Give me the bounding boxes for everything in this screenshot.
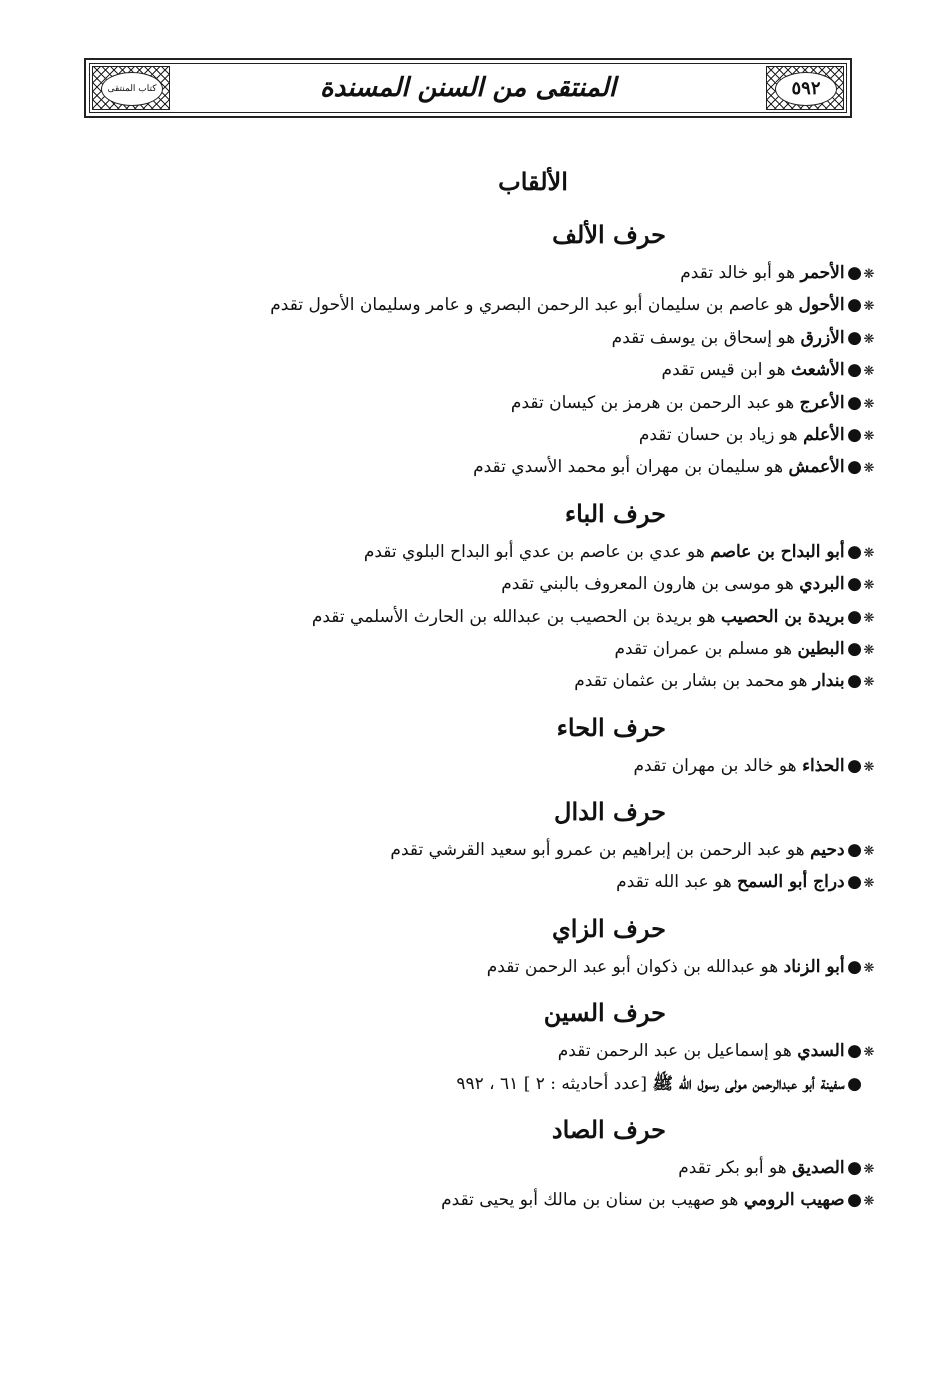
entry-row <box>220 419 876 451</box>
asterisk-icon: ❋ <box>863 1194 875 1210</box>
entry-text: هو مسلم بن عمران تقدم <box>614 638 793 659</box>
entry-row <box>220 1184 876 1216</box>
entry-row <box>220 750 876 782</box>
entry-name: الأشعث <box>791 360 845 381</box>
asterisk-icon: ❋ <box>863 331 875 347</box>
bullet-icon: ● <box>847 606 862 627</box>
entry-text: هو محمد بن بشار بن عثمان تقدم <box>574 671 808 692</box>
asterisk-icon: ❋ <box>863 610 875 626</box>
entry-name: الأعلم <box>803 424 845 445</box>
bullet-icon: ● <box>847 424 862 445</box>
entry-text: هو أبو خالد تقدم <box>680 263 796 283</box>
entry-row <box>220 451 876 483</box>
section-title: حرف الألف <box>552 220 666 249</box>
entry-name: بريدة بن الحصيب <box>720 606 845 627</box>
entry-row <box>220 257 876 289</box>
section-title: حرف الباء <box>564 498 666 528</box>
bullet-icon: ● <box>847 956 862 977</box>
asterisk-icon: ❋ <box>863 299 875 315</box>
entry-row <box>220 354 876 386</box>
entry-row <box>220 536 876 568</box>
bullet-icon: ● <box>847 263 862 283</box>
page-number: ٥٩٢ <box>775 72 837 106</box>
entry-text: هو صهيب بن سنان بن مالك أبو يحيى تقدم <box>441 1190 739 1211</box>
entry-name: الأحمر <box>800 263 845 283</box>
asterisk-icon: ❋ <box>863 759 875 775</box>
running-title: المنتقى من السنن المسندة <box>319 73 617 103</box>
bullet-icon: ● <box>847 1190 862 1211</box>
section-gap <box>220 1100 876 1108</box>
entry-text: [عدد أحاديثه : ٢ ] ٦١ ، ٩٩٢ <box>456 1073 648 1094</box>
entry-row <box>220 866 876 898</box>
entry-text: هو عبدالله بن ذكوان أبو عبد الرحمن تقدم <box>486 956 779 977</box>
entry-name: دراج أبو السمح <box>737 872 845 893</box>
section-title: حرف الحاء <box>556 712 666 742</box>
section-title: حرف الصاد <box>551 1115 666 1145</box>
page-body <box>220 165 876 1217</box>
bullet-icon: ● <box>847 1158 862 1179</box>
entry-name: الأزرق <box>800 327 845 348</box>
entry-row <box>220 387 876 419</box>
page-header <box>84 58 852 118</box>
bullet-icon: ● <box>847 1073 862 1094</box>
entry-text: هو موسى بن هارون المعروف بالبني تقدم <box>501 574 794 595</box>
header-ornament-right <box>766 66 844 110</box>
entry-text: هو أبو بكر تقدم <box>678 1158 787 1179</box>
entry-row <box>220 1035 876 1067</box>
entry-name: أبو البداح بن عاصم <box>710 541 845 562</box>
bullet-icon: ● <box>847 327 862 348</box>
entry-name: البطين <box>797 638 845 659</box>
asterisk-icon: ❋ <box>863 876 875 892</box>
asterisk-icon: ❋ <box>863 267 875 282</box>
entry-row <box>220 834 876 866</box>
entry-name: الأعمش <box>788 457 845 478</box>
asterisk-icon: ❋ <box>863 578 875 594</box>
entry-name: الأحول <box>798 295 845 316</box>
entry-row <box>220 633 876 665</box>
asterisk-icon: ❋ <box>863 396 875 412</box>
asterisk-icon: ❋ <box>863 844 875 860</box>
bullet-icon: ● <box>847 638 862 659</box>
bullet-icon: ● <box>847 541 862 562</box>
book-seal: كتاب المنتقى <box>101 72 163 106</box>
bullet-icon: ● <box>847 574 862 595</box>
entry-text: هو بريدة بن الحصيب بن عبدالله بن الحارث الأسلمي تقدم <box>311 606 716 627</box>
bullet-icon: ● <box>847 671 862 692</box>
bullet-icon: ● <box>847 1041 862 1062</box>
entry-text: هو خالد بن مهران تقدم <box>633 755 797 776</box>
entry-text: هو إسحاق بن يوسف تقدم <box>611 327 796 348</box>
section-gap <box>220 899 876 907</box>
entry-name: صهيب الرومي <box>743 1190 845 1211</box>
entry-row <box>220 601 876 633</box>
asterisk-icon: ❋ <box>863 960 875 976</box>
entry-text: هو عبد الرحمن بن إبراهيم بن عمرو أبو سعيد القرشي تقدم <box>390 840 805 861</box>
sections-container <box>220 213 876 1217</box>
entry-name: البردي <box>799 574 845 595</box>
bullet-icon: ● <box>847 392 862 413</box>
entry-text: هو عبد الله تقدم <box>616 872 732 893</box>
bullet-icon: ● <box>847 755 862 776</box>
asterisk-icon: ❋ <box>863 428 875 444</box>
section-title: حرف الدال <box>554 797 666 827</box>
entry-name: السدي <box>797 1041 845 1062</box>
section-gap <box>220 698 876 706</box>
entry-row <box>220 568 876 600</box>
entry-row <box>220 1152 876 1184</box>
asterisk-icon: ❋ <box>863 364 875 380</box>
entry-row <box>220 665 876 697</box>
entry-name: الحذاء <box>802 755 845 776</box>
entry-name: أبو الزناد <box>783 956 845 977</box>
section-title: حرف السين <box>543 998 666 1028</box>
entry-name: سفينة أبو عبدالرحمن مولى رسول الله ﷺ <box>652 1073 845 1094</box>
entry-text: هو عدي بن عاصم بن عدي أبو البداح البلوي تقدم <box>363 541 705 562</box>
asterisk-icon: ❋ <box>863 1045 875 1061</box>
entry-row <box>220 951 876 983</box>
section-gap <box>220 782 876 790</box>
entry-row <box>220 322 876 354</box>
entry-text: هو إسماعيل بن عبد الرحمن تقدم <box>557 1041 792 1062</box>
asterisk-icon: ❋ <box>863 642 875 658</box>
entry-text: هو سليمان بن مهران أبو محمد الأسدي تقدم <box>473 457 784 478</box>
entry-text: هو ابن قيس تقدم <box>661 360 786 381</box>
section-title: حرف الزاي <box>552 913 666 943</box>
entry-name: الأعرج <box>799 392 845 413</box>
asterisk-icon: ❋ <box>863 675 875 691</box>
bullet-icon: ● <box>847 840 862 861</box>
asterisk-icon: ❋ <box>863 461 875 477</box>
bullet-icon: ● <box>847 295 862 316</box>
entry-name: الصديق <box>792 1158 845 1179</box>
entry-text: هو عاصم بن سليمان أبو عبد الرحمن البصري و عامر وسليمان الأحول تقدم <box>270 295 794 316</box>
bullet-icon: ● <box>847 872 862 893</box>
entry-name: دحيم <box>810 840 845 861</box>
entry-row <box>220 289 876 321</box>
entry-row <box>220 1068 876 1100</box>
header-ornament-left <box>92 66 170 110</box>
entry-text: هو زياد بن حسان تقدم <box>638 424 798 445</box>
main-heading: الألقاب <box>498 167 568 196</box>
bullet-icon: ● <box>847 360 862 381</box>
entry-text: هو عبد الرحمن بن هرمز بن كيسان تقدم <box>510 392 795 413</box>
bullet-icon: ● <box>847 457 862 478</box>
asterisk-icon: ❋ <box>863 545 875 561</box>
asterisk-icon: ❋ <box>863 1162 875 1178</box>
section-gap <box>220 484 876 492</box>
entry-name: بندار <box>812 671 845 692</box>
section-gap <box>220 983 876 991</box>
